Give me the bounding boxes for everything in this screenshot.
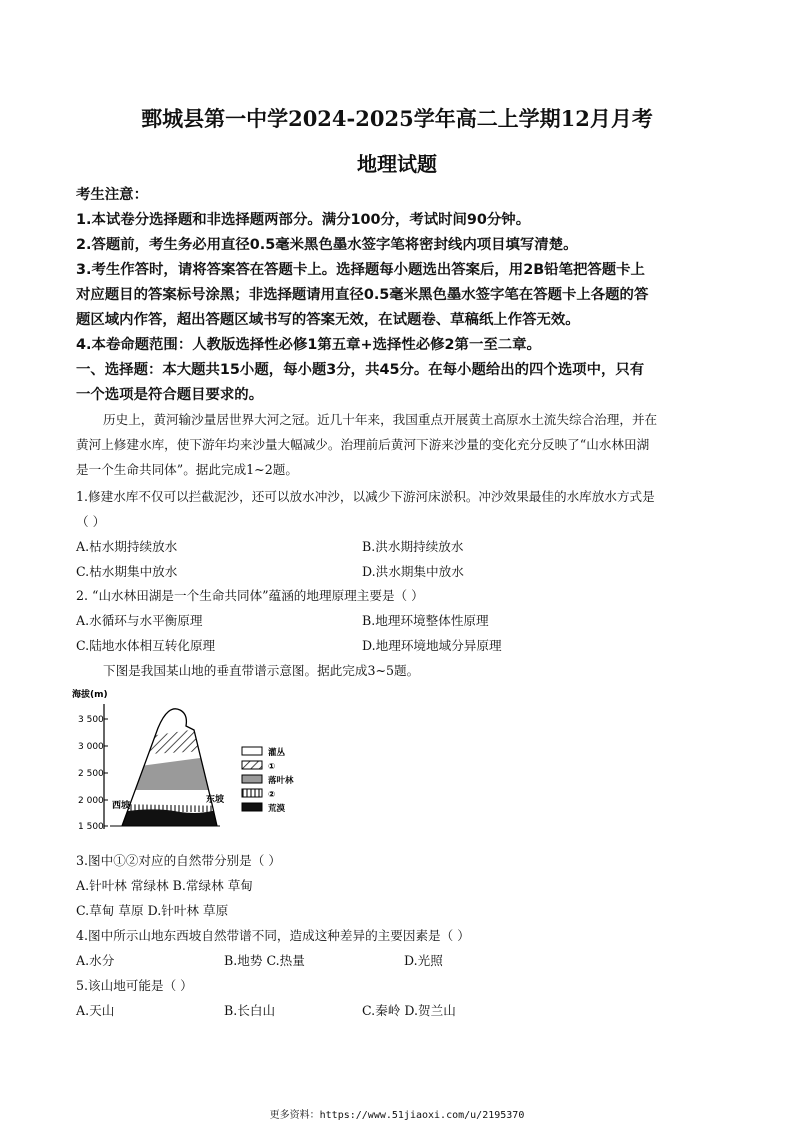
- y-tick-label-3500: 3 500: [78, 715, 104, 725]
- exam-title: 鄄城县第一中学2024-2025学年高二上学期12月月考: [141, 106, 653, 131]
- q4-options-b-c: B.地势 C.热量: [224, 953, 305, 968]
- q1-option-b: B.洪水期持续放水: [362, 539, 464, 554]
- q1-option-d: D.洪水期集中放水: [362, 564, 464, 579]
- q4-option-d: D.光照: [404, 953, 443, 968]
- q1-stem-line-1: 1.修建水库不仅可以拦截泥沙，还可以放水冲沙，以减少下游河床淤积。冲沙效果最佳的水库放水方式是: [76, 489, 655, 504]
- legend-swatch-belt-1: [242, 761, 262, 769]
- q5-option-a: A.天山: [76, 1003, 115, 1018]
- q4-stem: 4.图中所示山地东西坡自然带谱不同，造成这种差异的主要因素是（ ）: [76, 928, 470, 943]
- q1-stem-line-2: （ ）: [76, 514, 106, 529]
- q2-option-a: A.水循环与水平衡原理: [76, 613, 203, 628]
- q3-options-row-1: A.针叶林 常绿林 B.常绿林 草甸: [76, 878, 253, 893]
- exam-subtitle: 地理试题: [357, 152, 437, 176]
- passage1-line-1: 历史上，黄河输沙量居世界大河之冠。近几十年来，我国重点开展黄土高原水土流失综合治理，并在: [103, 412, 658, 427]
- legend-label-shrub: 灌丛: [268, 748, 286, 758]
- q4-option-a: A.水分: [76, 953, 115, 968]
- mountain-belts: [110, 686, 230, 836]
- q3-options-row-2: C.草甸 草原 D.针叶林 草原: [76, 903, 229, 918]
- legend-swatch-shrub: [242, 747, 262, 755]
- legend-label-deciduous: 落叶林: [268, 776, 294, 786]
- q5-options-c-d: C.秦岭 D.贺兰山: [362, 1003, 456, 1018]
- q2-option-b: B.地理环境整体性原理: [362, 613, 489, 628]
- notice-heading: 考生注意：: [76, 187, 148, 203]
- y-tick-label-2000: 2 000: [78, 796, 104, 806]
- west-slope-label: 西坡: [112, 801, 131, 811]
- legend-label-belt-1: ①: [268, 762, 276, 772]
- y-tick-label-3000: 3 000: [78, 742, 104, 752]
- notice-line-3: 3.考生作答时，请将答案答在答题卡上。选择题每小题选出答案后，用2B铅笔把答题卡上: [76, 262, 645, 278]
- notice-line-2: 2.答题前，考生务必用直径0.5毫米黑色墨水签字笔将密封线内项目填写清楚。: [76, 237, 578, 253]
- q3-stem: 3.图中①②对应的自然带分别是（ ）: [76, 853, 281, 868]
- notice-line-4: 对应题目的答案标号涂黑；非选择题请用直径0.5毫米黑色墨水签字笔在答题卡上各题的答: [76, 287, 649, 303]
- section-heading-line-2: 一个选项是符合题目要求的。: [76, 387, 264, 403]
- legend-swatch-deciduous: [242, 775, 262, 783]
- y-axis-label: 海拔(m): [72, 690, 108, 700]
- east-slope-label: 东坡: [206, 795, 225, 805]
- q2-stem: 2. “山水林田湖是一个生命共同体”蕴涵的地理原理主要是（ ）: [76, 588, 424, 603]
- notice-line-1: 1.本试卷分选择题和非选择题两部分。满分100分，考试时间90分钟。: [76, 212, 531, 228]
- legend: [242, 747, 294, 814]
- q2-option-d: D.地理环境地域分异原理: [362, 638, 502, 653]
- q2-option-c: C.陆地水体相互转化原理: [76, 638, 216, 653]
- legend-label-desert: 荒漠: [268, 804, 286, 814]
- passage1-line-2: 黄河上修建水库，使下游年均来沙量大幅减少。治理前后黄河下游来沙量的变化充分反映了“山水林田湖: [76, 437, 650, 452]
- vertical-zonation-figure: [70, 686, 310, 838]
- y-tick-label-1500: 1 500: [78, 822, 104, 832]
- legend-swatch-desert: [242, 803, 262, 811]
- notice-line-6: 4.本卷命题范围：人教版选择性必修1第五章+选择性必修2第一至二章。: [76, 337, 541, 353]
- passage2: 下图是我国某山地的垂直带谱示意图。据此完成3~5题。: [103, 663, 420, 678]
- q5-option-b: B.长白山: [224, 1003, 276, 1018]
- notice-line-5: 题区域内作答，超出答题区域书写的答案无效，在试题卷、草稿纸上作答无效。: [76, 312, 580, 328]
- legend-swatch-belt-2: [242, 789, 262, 797]
- footer-link[interactable]: 更多资料：https://www.51jiaoxi.com/u/2195370: [269, 1110, 525, 1121]
- q5-stem: 5.该山地可能是（ ）: [76, 978, 193, 993]
- legend-label-belt-2: ②: [268, 790, 276, 800]
- section-heading-line-1: 一、选择题：本大题共15小题，每小题3分，共45分。在每小题给出的四个选项中，只有: [76, 362, 645, 378]
- passage1-line-3: 是一个生命共同体”。据此完成1~2题。: [76, 462, 298, 477]
- q1-option-c: C.枯水期集中放水: [76, 564, 178, 579]
- q1-option-a: A.枯水期持续放水: [76, 539, 178, 554]
- y-tick-label-2500: 2 500: [78, 769, 104, 779]
